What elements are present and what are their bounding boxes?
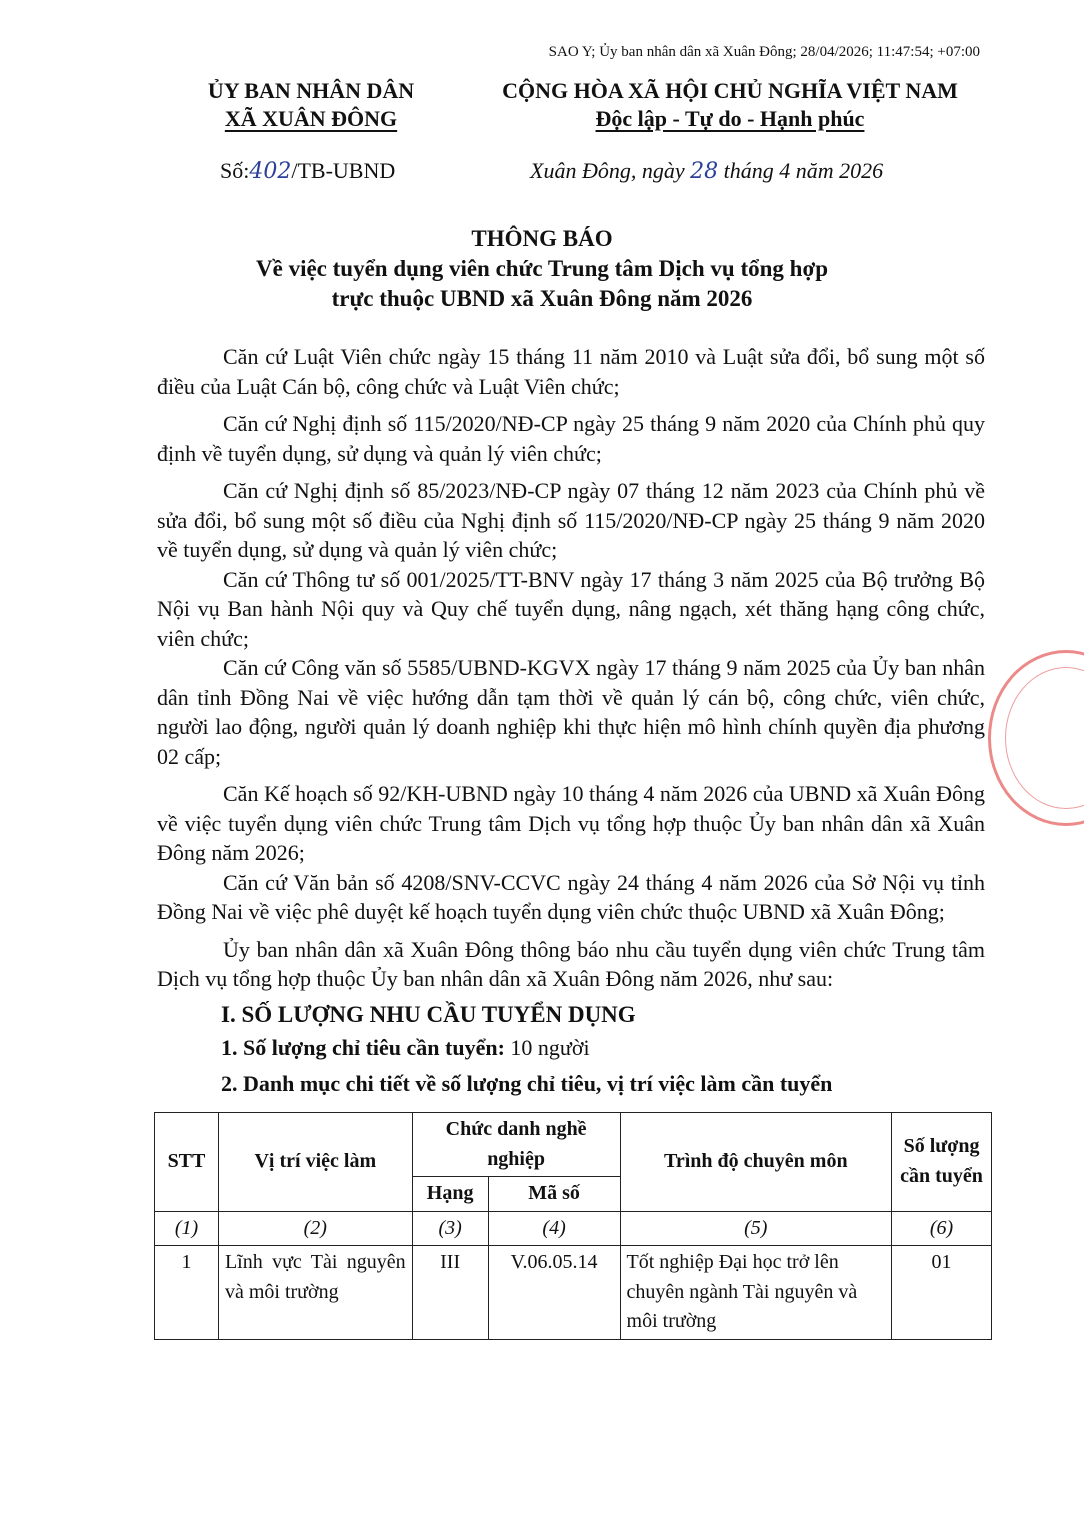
header-qualification: Trình độ chuyên môn (620, 1113, 892, 1212)
red-seal-stamp (988, 650, 1084, 826)
index-cell: (3) (412, 1211, 488, 1246)
document-number: Số:402/TB-UBND (220, 158, 396, 184)
cell-grade: III (412, 1246, 488, 1340)
legal-basis-4: Căn cứ Thông tư số 001/2025/TT-BNV ngày 17 tháng 3 năm 2025 của Bộ trưởng Bộ Nội vụ Ban hành Nội quy và Quy chế tuyển dụng, nâng ngạch, xét thăng hạng công chức, viên chức; (157, 566, 985, 651)
legal-basis-6: Căn Kế hoạch số 92/KH-UBND ngày 10 tháng 4 năm 2026 của UBND xã Xuân Đông về việc tuyển dụng viên chức Trung tâm Dịch vụ tổng hợp thuộc Ủy ban nhân dân xã Xuân Đông năm 2026; (157, 781, 985, 865)
legal-basis-7: Căn cứ Văn bản số 4208/SNV-CCVC ngày 24 tháng 4 năm 2026 của Sở Nội vụ tỉnh Đồng Nai về việc phê duyệt kế hoạch tuyển dụng viên chức thuộc UBND xã Xuân Đông; (157, 869, 985, 924)
document-body (157, 342, 985, 1340)
authority-line-2: XÃ XUÂN ĐÔNG (224, 106, 398, 131)
legal-basis-2: Căn cứ Nghị định số 115/2020/NĐ-CP ngày 25 tháng 9 năm 2020 của Chính phủ quy định về tuyển dụng, sử dụng và quản lý viên chức; (157, 411, 985, 466)
national-motto (470, 77, 990, 133)
copy-stamp-line: SAO Y; Ủy ban nhân dân xã Xuân Đông; 28/04/2026; 11:47:54; +07:00 (548, 44, 980, 60)
legal-basis-5: Căn cứ Công văn số 5585/UBND-KGVX ngày 17 tháng 9 năm 2025 của Ủy ban nhân dân tỉnh Đồng Nai về việc hướng dẫn tạm thời về quản lý cán bộ, công chức, viên chức, người lao động, người quản lý doanh nghiệp khi thực hiện mô hình chính quyền địa phương 02 cấp; (157, 655, 985, 769)
motto-line: Độc lập - Tự do - Hạnh phúc (595, 106, 865, 131)
legal-basis-3: Căn cứ Nghị định số 85/2023/NĐ-CP ngày 07 tháng 12 năm 2023 của Chính phủ về sửa đổi, bổ sung một số điều của Nghị định số 115/2020/NĐ-CP ngày 25 tháng 9 năm 2020 về tuyển dụng, sử dụng và quản lý viên chức; (157, 478, 985, 562)
document-title (0, 224, 1084, 314)
title-subject-2: trực thuộc UBND xã Xuân Đông năm 2026 (331, 286, 753, 311)
issuing-authority (176, 77, 446, 133)
cell-code: V.06.05.14 (488, 1246, 620, 1340)
header-title-group: Chức danh nghề nghiệp (412, 1113, 620, 1177)
nation-name: CỘNG HÒA XÃ HỘI CHỦ NGHĨA VIỆT NAM (502, 78, 958, 103)
title-main: THÔNG BÁO (471, 226, 613, 251)
detail-heading: 2. Danh mục chi tiết về số lượng chỉ tiêu, vị trí việc làm cần tuyển (221, 1070, 833, 1096)
header-stt: STT (155, 1113, 219, 1212)
handwritten-number: 402 (249, 159, 292, 184)
recruitment-table (154, 1112, 992, 1340)
section-heading: I. SỐ LƯỢNG NHU CẦU TUYỂN DỤNG (221, 1001, 636, 1027)
index-cell: (6) (892, 1211, 992, 1246)
cell-quantity: 01 (892, 1246, 992, 1340)
header-code: Mã số (488, 1177, 620, 1212)
document-date: Xuân Đông, ngày 28 tháng 4 năm 2026 (530, 158, 884, 184)
authority-line-1: ỦY BAN NHÂN DÂN (207, 78, 415, 103)
index-cell: (2) (218, 1211, 412, 1246)
handwritten-day: 28 (690, 159, 719, 184)
index-cell: (4) (488, 1211, 620, 1246)
header-position: Vị trí việc làm (218, 1113, 412, 1212)
quota-line: 1. Số lượng chỉ tiêu cần tuyển: 10 người (221, 1035, 590, 1060)
legal-basis-1: Căn cứ Luật Viên chức ngày 15 tháng 11 năm 2010 và Luật sửa đổi, bổ sung một số điều của Luật Cán bộ, công chức và Luật Viên chức; (157, 344, 985, 399)
index-cell: (1) (155, 1211, 219, 1246)
header-quantity: Số lượng cần tuyển (892, 1113, 992, 1212)
index-cell: (5) (620, 1211, 892, 1246)
table-row (155, 1246, 992, 1340)
cell-qualification: Tốt nghiệp Đại học trở lên chuyên ngành Tài nguyên và môi trường (620, 1246, 892, 1340)
cell-position: Lĩnh vực Tài nguyên và môi trường (218, 1246, 412, 1340)
cell-stt: 1 (155, 1246, 219, 1340)
title-subject-1: Về việc tuyển dụng viên chức Trung tâm Dịch vụ tổng hợp (256, 256, 828, 281)
announcement-intro: Ủy ban nhân dân xã Xuân Đông thông báo nhu cầu tuyển dụng viên chức Trung tâm Dịch vụ tổng hợp thuộc Ủy ban nhân dân xã Xuân Đông năm 2026, như sau: (157, 936, 985, 991)
header-grade: Hạng (412, 1177, 488, 1212)
